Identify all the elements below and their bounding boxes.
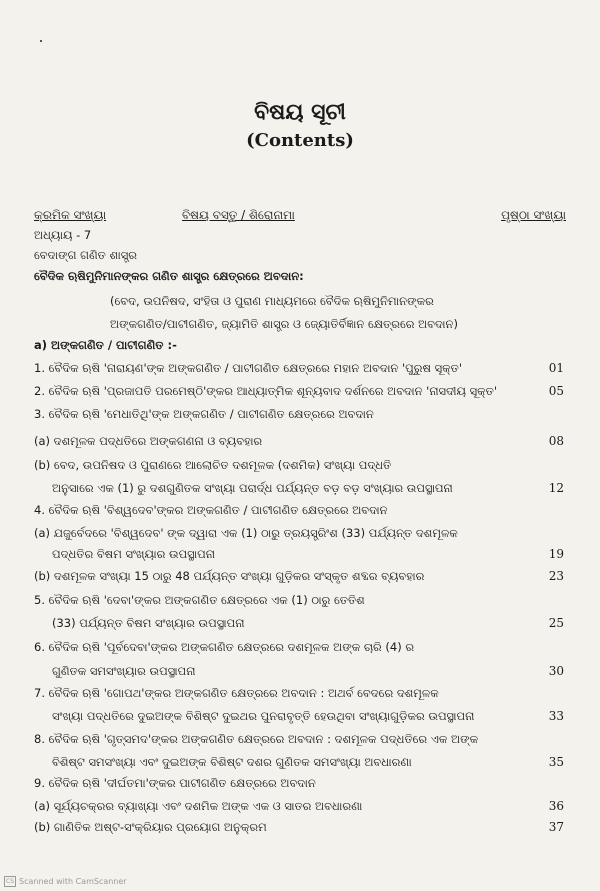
toc-line-page: 01 xyxy=(548,361,564,375)
toc-line-text: ପଦ୍ଧତିର ବିଷମ ସଂଖ୍ୟାର ଉପସ୍ଥାପନା xyxy=(52,547,215,561)
toc-line-page: 30 xyxy=(548,664,564,678)
toc-line-text: (a) ଦଶମୂଳକ ପଦ୍ଧତିରେ ଅଙ୍କଗଣନା ଓ ବ୍ୟବହାର xyxy=(34,434,263,448)
toc-line xyxy=(0,774,600,792)
toc-line-text: (33) ପର୍ଯ୍ୟନ୍ତ ବିଷମ ସଂଖ୍ୟାର ଉପସ୍ଥାପନା xyxy=(52,616,245,630)
toc-line xyxy=(0,246,600,264)
toc-line-text: 3. ବୈଦିକ ଋଷି 'ମେଧାତିଥି'ଙ୍କ ଅଙ୍କଗଣିତ / ପାଟୀଗଣିତ କ୍ଷେତ୍ରରେ ଅବଦାନ xyxy=(34,407,374,421)
toc-line xyxy=(0,359,600,377)
toc-line-text: (b) ଗାଣିତିକ ଅଷ୍ଟ-ସଂକ୍ରିୟାର ପ୍ରୟୋଗ ଅନୁକ୍ରମ xyxy=(34,820,267,834)
toc-line xyxy=(0,292,600,310)
toc-line xyxy=(0,524,600,542)
toc-line-page: 12 xyxy=(548,481,564,495)
toc-line xyxy=(0,432,600,450)
toc-line-text: ବିଶିଷ୍ଟ ସମସଂଖ୍ୟା ଏବଂ ଦୁଇଅଙ୍କ ବିଶିଷ୍ଟ ଦଶର ଗୁଣିତକ ସମସଂଖ୍ୟା ଅବଧାରଣା xyxy=(52,755,412,769)
toc-line xyxy=(0,591,600,609)
toc-line-text: ଗୁଣିତକ ସମସଂଖ୍ୟାର ଉପସ୍ଥାପନା xyxy=(52,664,196,678)
toc-line-text: 8. ବୈଦିକ ଋଷି 'ଗୃତ୍ସମଦ'ଙ୍କର ଅଙ୍କଗଣିତ କ୍ଷେତ୍ରରେ ଅବଦାନ : ଦଶମୂଳକ ପଦ୍ଧତିରେ ଏକ ଅଙ୍କ xyxy=(34,732,479,746)
toc-line xyxy=(0,456,600,474)
toc-line xyxy=(0,382,600,400)
page-title-odia: ବିଷୟ ସୂଚୀ xyxy=(254,100,346,125)
header-page: ପୃଷ୍ଠା ସଂଖ୍ୟା xyxy=(501,208,566,222)
toc-line xyxy=(0,662,600,680)
toc-line xyxy=(0,730,600,748)
toc-line-page: 23 xyxy=(548,569,564,583)
toc-line-text: 1. ବୈଦିକ ଋଷି 'ନାରାୟଣ'ଙ୍କ ଅଙ୍କଗଣିତ / ପାଟୀଗଣିତ କ୍ଷେତ୍ରରେ ମହାନ ଅବଦାନ 'ପୁରୁଷ ସୂକ୍ତ' xyxy=(34,361,462,375)
toc-line xyxy=(0,479,600,497)
toc-line-page: 19 xyxy=(548,547,564,561)
toc-line-text: ଅଙ୍କଗଣିତ/ପାଟୀଗଣିତ, ଜ୍ୟାମିତି ଶାସ୍ତ୍ର ଓ ଜ୍ୟୋତିର୍ବିଜ୍ଞାନ କ୍ଷେତ୍ରରେ ଅବଦାନ) xyxy=(110,317,458,331)
scan-speck xyxy=(40,40,42,42)
toc-line xyxy=(0,315,600,333)
toc-line-page: 35 xyxy=(548,755,564,769)
toc-line xyxy=(0,753,600,771)
toc-line-text: 7. ବୈଦିକ ଋଷି 'ଗୋପଥ'ଙ୍କର ଅଙ୍କଗଣିତ କ୍ଷେତ୍ରରେ ଅବଦାନ : ଅଥର୍ବ ବେଦରେ ଦଶମୂଳକ xyxy=(34,686,439,700)
toc-line xyxy=(0,797,600,815)
toc-line-text: (a) ସୂର୍ଯ୍ୟଚକ୍ରର ବ୍ୟାଖ୍ୟା ଏବଂ ଦଶମିକ ଅଙ୍କ ଏକ ଓ ସାତର ଅବଧାରଣା xyxy=(34,799,363,813)
toc-line-page: 08 xyxy=(548,434,564,448)
toc-line-text: ବୈଦିକ ଋଷିମୁନିମାନଙ୍କର ଗଣିତ ଶାସ୍ତ୍ର କ୍ଷେତ୍ରରେ ଅବଦାନ: xyxy=(34,269,304,283)
toc-line xyxy=(0,567,600,585)
toc-line-text: 5. ବୈଦିକ ଋଷି 'ଦେବା'ଙ୍କର ଅଙ୍କଗଣିତ କ୍ଷେତ୍ରରେ ଏକ (1) ଠାରୁ ତେତିଶ xyxy=(34,593,365,607)
toc-line-text: (a) ଯଜୁର୍ବେଦରେ 'ବିଶ୍ୱଦେବ' ଙ୍କ ଦ୍ୱାରା ଏକ (1) ଠାରୁ ତ୍ରୟସ୍ତ୍ରିଂଶ (33) ପର୍ଯ୍ୟନ୍ତ ଦଶମୂଳକ xyxy=(34,526,458,540)
toc-line xyxy=(0,226,600,244)
toc-line xyxy=(0,638,600,656)
toc-line xyxy=(0,545,600,563)
toc-line-text: ଅଧ୍ୟାୟ - 7 xyxy=(34,228,92,242)
toc-line-text: (b) ବେଦ, ଉପନିଷଦ ଓ ପୁରାଣରେ ଆଲୋଚିତ ଦଶମୂଳକ (ଦଶମିକ) ସଂଖ୍ୟା ପଦ୍ଧତି xyxy=(34,458,392,472)
toc-line-page: 37 xyxy=(548,820,564,834)
toc-line-text: 4. ବୈଦିକ ଋଷି 'ବିଶ୍ୱଦେବ'ଙ୍କର ଅଙ୍କଗଣିତ / ପାଟୀଗଣିତ କ୍ଷେତ୍ରରେ ଅବଦାନ xyxy=(34,503,388,517)
toc-line-text: ବେଦାଙ୍ଗ ଗଣିତ ଶାସ୍ତ୍ର xyxy=(34,248,137,262)
header-subject: ବିଷୟ ବସ୍ତୁ / ଶିରୋନାମା xyxy=(182,208,295,222)
toc-line-text: ସଂଖ୍ୟା ପଦ୍ଧତିରେ ଦୁଇଅଙ୍କ ବିଶିଷ୍ଟ ଦୁଇଥର ପୁନରାବୃତ୍ତି ହେଉଥିବା ସଂଖ୍ୟାଗୁଡ଼ିକର ଉପସ୍ଥାପନା xyxy=(52,709,475,723)
toc-line-text: 9. ବୈଦିକ ଋଷି 'ଦୀର୍ଘତମା'ଙ୍କର ପାଟୀଗଣିତ କ୍ଷେତ୍ରରେ ଅବଦାନ xyxy=(34,776,316,790)
toc-line-page: 33 xyxy=(548,709,564,723)
toc-line xyxy=(0,501,600,519)
toc-line-page: 05 xyxy=(548,384,564,398)
toc-line-text: 2. ବୈଦିକ ଋଷି 'ପ୍ରଜାପତି ପରମେଷ୍ଠି'ଙ୍କର ଆଧ୍ୟାତ୍ମିକ ଶୂନ୍ୟବାଦ ଦର୍ଶନରେ ଅବଦାନ 'ନାସଦୀୟ ସୂକ୍ତ' xyxy=(34,384,497,398)
scanner-watermark-text: Scanned with CamScanner xyxy=(19,877,127,886)
toc-line-text: a) ଅଙ୍କଗଣିତ / ପାଟୀଗଣିତ :- xyxy=(34,338,177,352)
toc-line xyxy=(0,707,600,725)
scanner-watermark xyxy=(4,876,127,887)
header-serial: କ୍ରମିକ ସଂଖ୍ୟା xyxy=(34,208,107,222)
toc-line xyxy=(0,818,600,836)
toc-line-page: 25 xyxy=(548,616,564,630)
toc-line xyxy=(0,336,600,354)
toc-line-page: 36 xyxy=(548,799,564,813)
toc-line xyxy=(0,684,600,702)
toc-line xyxy=(0,405,600,423)
toc-line xyxy=(0,614,600,632)
toc-line-text: ଅନୁସାରେ ଏକ (1) ରୁ ଦଶଗୁଣିତକ ସଂଖ୍ୟା ପରାର୍ଦ୍ଧ ପର୍ଯ୍ୟନ୍ତ ବଡ଼ ବଡ଼ ସଂଖ୍ୟାର ଉପସ୍ଥାପନା xyxy=(52,481,453,495)
toc-line xyxy=(0,267,600,285)
toc-line-text: 6. ବୈଦିକ ଋଷି 'ପୂର୍ବଦେବା'ଙ୍କର ଅଙ୍କଗଣିତ କ୍ଷେତ୍ରରେ ଦଶମୂଳକ ଅଙ୍କ ଚାରି (4) ର xyxy=(34,640,415,654)
page-title-english: (Contents) xyxy=(246,130,354,151)
toc-line-text: (ବେଦ, ଉପନିଷଦ, ସଂହିତା ଓ ପୁରାଣ ମାଧ୍ୟମରେ ବୈଦିକ ଋଷିମୁନିମାନଙ୍କର xyxy=(110,294,434,308)
camscanner-icon: CS xyxy=(6,878,14,885)
toc-line-text: (b) ଦଶମୂଳକ ସଂଖ୍ୟା 15 ଠାରୁ 48 ପର୍ଯ୍ୟନ୍ତ ସଂଖ୍ୟା ଗୁଡ଼ିକର ସଂସ୍କୃତ ଶବ୍ଦର ବ୍ୟବହାର xyxy=(34,569,425,583)
